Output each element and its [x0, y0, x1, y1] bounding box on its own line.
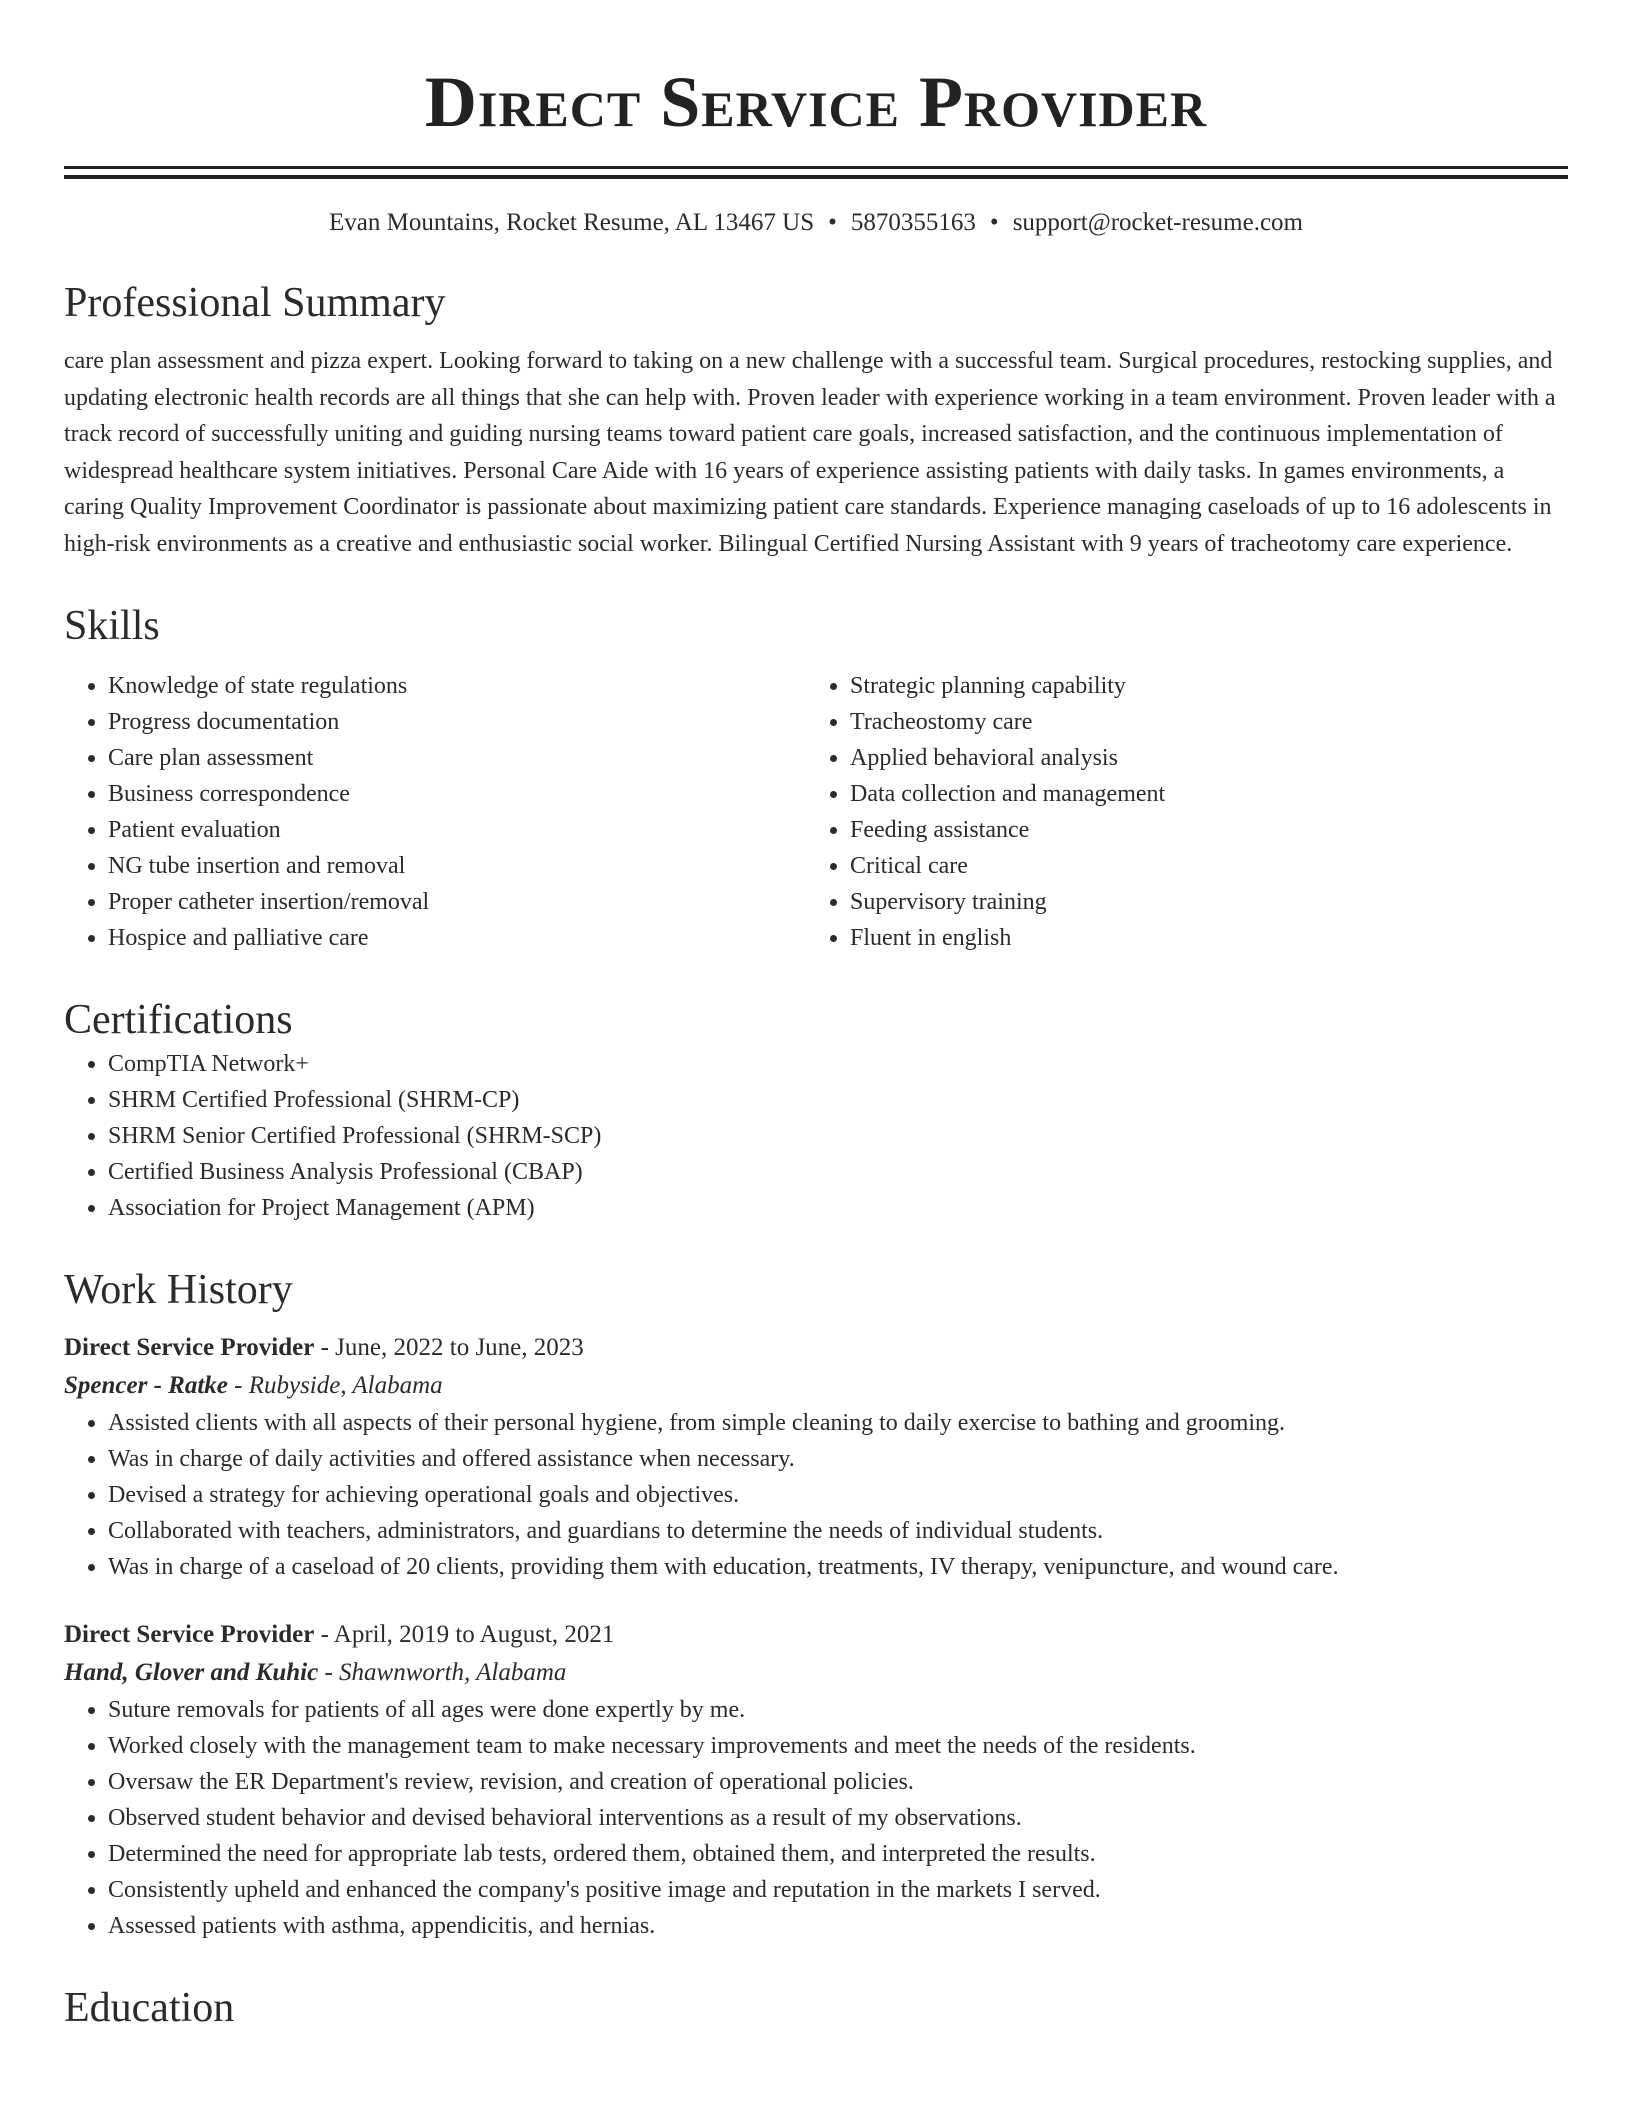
- skill-item: • Patient evaluation: [108, 812, 806, 848]
- job-duties-list: [64, 1405, 1568, 1585]
- job-duty: • Was in charge of daily activities and offered assistance when necessary.: [108, 1441, 1568, 1477]
- work-history-heading: Work History: [64, 1267, 293, 1313]
- job-duty: • Worked closely with the management team to make necessary improvements and meet the needs of the residents.: [108, 1728, 1568, 1764]
- job-duty: • Was in charge of a caseload of 20 clients, providing them with education, treatments, IV therapy, venipuncture, and wound care.: [108, 1549, 1568, 1585]
- resume-title: Direct Service Provider: [424, 62, 1208, 142]
- skill-item: • Business correspondence: [108, 776, 806, 812]
- skill-item: • Data collection and management: [850, 776, 1548, 812]
- job-company: Hand, Glover and Kuhic: [64, 1659, 319, 1686]
- header-rule-bottom: [64, 175, 1568, 179]
- certification-item: • Association for Project Management (APM): [108, 1190, 1568, 1226]
- contact-phone: 5870355163: [850, 209, 976, 236]
- skill-item: • Progress documentation: [108, 704, 806, 740]
- certifications-list: [64, 1046, 1568, 1226]
- skill-item: • Tracheostomy care: [850, 704, 1548, 740]
- job-entry: [64, 1328, 1568, 1585]
- skills-list-right: [806, 668, 1548, 956]
- certifications-section: [64, 994, 1568, 1226]
- contact-line: [64, 207, 1568, 239]
- job-role: Direct Service Provider: [64, 1334, 315, 1361]
- summary-heading: Professional Summary: [64, 280, 446, 326]
- certifications-heading: Certifications: [64, 997, 293, 1043]
- job-duty: • Determined the need for appropriate lab tests, ordered them, obtained them, and interpreted the results.: [108, 1836, 1568, 1872]
- job-duty: • Collaborated with teachers, administrators, and guardians to determine the needs of individual students.: [108, 1513, 1568, 1549]
- skill-item: • Knowledge of state regulations: [108, 668, 806, 704]
- job-duty: • Oversaw the ER Department's review, revision, and creation of operational policies.: [108, 1764, 1568, 1800]
- skill-item: • Hospice and palliative care: [108, 920, 806, 956]
- job-location: - Rubyside, Alabama: [227, 1372, 443, 1399]
- education-heading: Education: [64, 1985, 235, 2031]
- job-duties-list: [64, 1692, 1568, 1944]
- job-duty: • Observed student behavior and devised behavioral interventions as a result of my observations.: [108, 1800, 1568, 1836]
- job-company-line: [64, 1367, 1568, 1405]
- work-history-section: [64, 1264, 1568, 1944]
- job-title-line: [64, 1615, 1568, 1654]
- job-company: Spencer - Ratke: [64, 1372, 228, 1399]
- contact-address: Evan Mountains, Rocket Resume, AL 13467 US: [329, 209, 815, 236]
- job-company-line: [64, 1654, 1568, 1692]
- skill-item: • Strategic planning capability: [850, 668, 1548, 704]
- certification-item: • SHRM Certified Professional (SHRM-CP): [108, 1082, 1568, 1118]
- skill-item: • Feeding assistance: [850, 812, 1548, 848]
- certification-item: • CompTIA Network+: [108, 1046, 1568, 1082]
- skill-item: • NG tube insertion and removal: [108, 848, 806, 884]
- skill-item: • Supervisory training: [850, 884, 1548, 920]
- education-section: [64, 1982, 1568, 2034]
- skill-item: • Critical care: [850, 848, 1548, 884]
- skill-item: • Applied behavioral analysis: [850, 740, 1548, 776]
- header-rule-top: [64, 166, 1568, 169]
- job-entry: [64, 1615, 1568, 1944]
- certification-item: • SHRM Senior Certified Professional (SHRM-SCP): [108, 1118, 1568, 1154]
- contact-email: support@rocket-resume.com: [1012, 209, 1303, 236]
- skills-list-left: [64, 668, 806, 956]
- skills-section: [64, 600, 1568, 956]
- skill-item: • Fluent in english: [850, 920, 1548, 956]
- contact-separator: •: [828, 209, 837, 236]
- skills-columns: [64, 668, 1568, 956]
- skill-item: • Proper catheter insertion/removal: [108, 884, 806, 920]
- job-location: - Shawnworth, Alabama: [318, 1659, 567, 1686]
- summary-section: [64, 277, 1568, 562]
- skill-item: • Care plan assessment: [108, 740, 806, 776]
- job-title-line: [64, 1328, 1568, 1367]
- job-dates: - June, 2022 to June, 2023: [314, 1334, 584, 1361]
- skills-column-left: [64, 668, 806, 956]
- summary-text: care plan assessment and pizza expert. Looking forward to taking on a new challenge with a successful team. Surgical procedures, restocking supplies, and updating electronic health records are all things that she can help with. Proven leader with experience working in a team environment. Proven leader with a track record of successfully uniting and guiding nursing teams toward patient care goals, increased satisfaction, and the continuous implementation of widespread healthcare system initiatives. Personal Care Aide with 16 years of experience assisting patients with daily tasks. In games environments, a caring Quality Improvement Coordinator is passionate about maximizing patient care standards. Experience managing caseloads of up to 16 adolescents in high-risk environments as a creative and enthusiastic social worker. Bilingual Certified Nursing Assistant with 9 years of tracheotomy care experience.: [64, 348, 1556, 557]
- skills-heading: Skills: [64, 603, 160, 649]
- job-role: Direct Service Provider: [64, 1621, 315, 1648]
- contact-separator: •: [989, 209, 999, 236]
- resume-page: [64, 0, 1568, 2034]
- job-duty: • Assisted clients with all aspects of their personal hygiene, from simple cleaning to daily exercise to bathing and grooming.: [108, 1405, 1568, 1441]
- job-duty: • Suture removals for patients of all ages were done expertly by me.: [108, 1692, 1568, 1728]
- skills-column-right: [806, 668, 1548, 956]
- job-duty: • Assessed patients with asthma, appendicitis, and hernias.: [108, 1908, 1568, 1944]
- job-duty: • Consistently upheld and enhanced the company's positive image and reputation in the markets I served.: [108, 1872, 1568, 1908]
- certification-item: • Certified Business Analysis Professional (CBAP): [108, 1154, 1568, 1190]
- job-duty: • Devised a strategy for achieving operational goals and objectives.: [108, 1477, 1568, 1513]
- resume-header: [64, 60, 1568, 239]
- job-dates: - April, 2019 to August, 2021: [314, 1621, 615, 1648]
